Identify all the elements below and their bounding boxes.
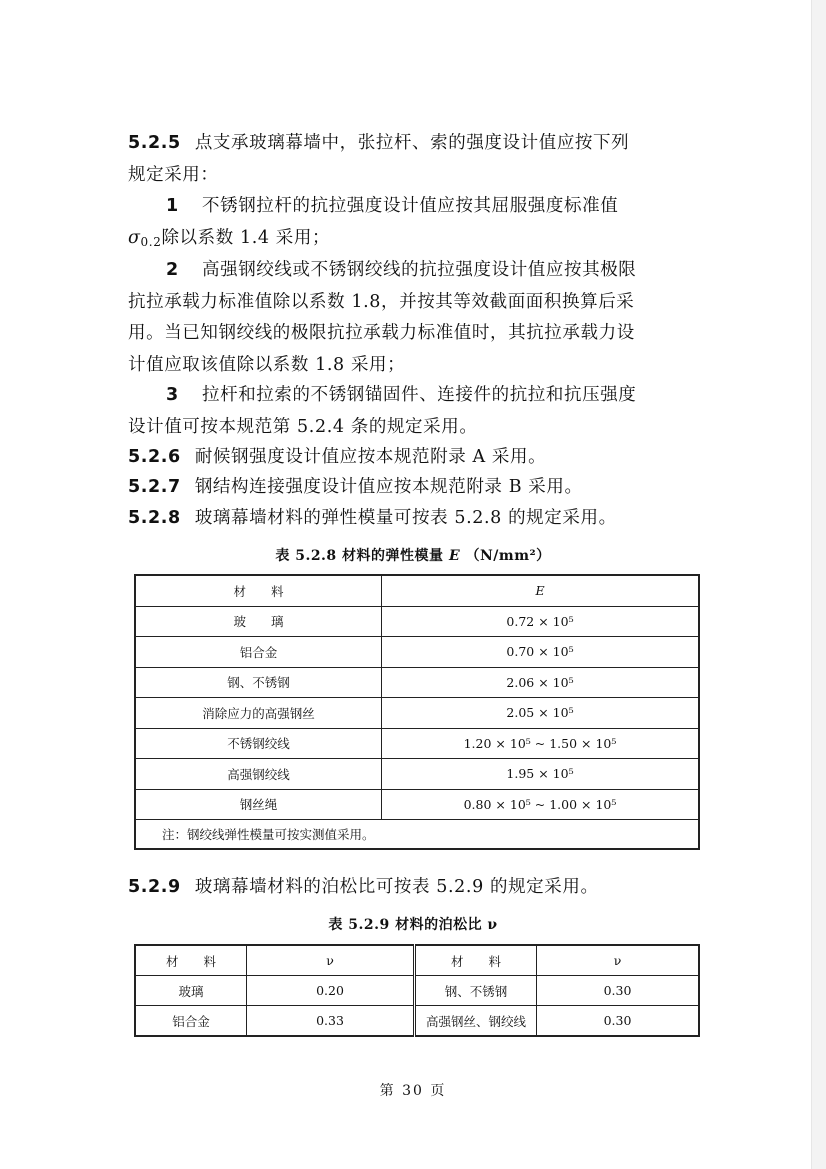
item-text-line: 设计值可按本规范第 5.2.4 条的规定采用。 xyxy=(128,416,478,437)
item-number: 3 xyxy=(166,385,179,405)
table-note-row xyxy=(135,820,699,850)
clause-text: 玻璃幕墙材料的弹性模量可按表 5.2.8 的规定采用。 xyxy=(194,508,617,528)
item-number: 1 xyxy=(166,196,179,216)
header-e: E xyxy=(382,575,700,606)
clause-text-line: 规定采用： xyxy=(128,164,219,185)
value-cell: 0.30 xyxy=(537,1006,700,1037)
item-text-line: 用。当已知钢绞线的极限抗拉承载力标准值时，其抗拉承载力设 xyxy=(128,323,635,343)
clause-item-1 xyxy=(128,191,698,258)
value-cell: 0.20 xyxy=(247,976,415,1006)
material-cell: 钢、不锈钢 xyxy=(415,976,537,1006)
item-text-line: 抗拉承载力标准值除以系数 1.8，并按其等效截面面积换算后采 xyxy=(128,291,635,312)
clause-5-2-9 xyxy=(128,872,698,904)
table-row xyxy=(135,637,699,668)
table-row xyxy=(135,759,699,790)
header-nu: ν xyxy=(247,945,415,976)
material-cell: 消除应力的高强钢丝 xyxy=(135,698,382,729)
caption-unit: （N/mm²） xyxy=(465,548,551,564)
table-row xyxy=(135,728,699,759)
clause-item-2 xyxy=(128,255,698,381)
value-cell: 0.80 × 10⁵ ~ 1.00 × 10⁵ xyxy=(382,789,700,820)
table-note: 注：钢绞线弹性模量可按实测值采用。 xyxy=(135,820,699,850)
clause-5-2-5 xyxy=(128,128,698,191)
clause-number: 5.2.7 xyxy=(128,477,181,497)
item-text-line: 除以系数 1.4 采用； xyxy=(161,227,331,248)
item-text-line: 拉杆和拉索的不锈钢锚固件、连接件的抗拉和抗压强度 xyxy=(202,385,637,405)
clause-number: 5.2.5 xyxy=(128,133,181,153)
clause-5-2-6 xyxy=(128,442,698,474)
item-text-line: 不锈钢拉杆的抗拉强度设计值应按其屈服强度标准值 xyxy=(202,196,619,216)
material-cell: 玻 璃 xyxy=(135,606,382,637)
table-row xyxy=(135,698,699,729)
page-number: 第 30 页 xyxy=(379,1083,447,1099)
clause-item-3 xyxy=(128,380,698,443)
item-text-line: 计值应取该值除以系数 1.8 采用； xyxy=(128,354,406,375)
item-number: 2 xyxy=(166,260,179,280)
table-header-row xyxy=(135,945,699,976)
sigma-symbol: σ xyxy=(128,227,141,248)
table-row xyxy=(135,976,699,1006)
table-row xyxy=(135,789,699,820)
clause-text: 玻璃幕墙材料的泊松比可按表 5.2.9 的规定采用。 xyxy=(194,877,599,897)
header-material: 材 料 xyxy=(415,945,537,976)
header-material: 材 料 xyxy=(135,575,382,606)
clause-number: 5.2.9 xyxy=(128,877,181,897)
clause-5-2-7 xyxy=(128,472,698,504)
material-cell: 铝合金 xyxy=(135,1006,247,1037)
value-cell: 0.70 × 10⁵ xyxy=(382,637,700,668)
clause-5-2-8 xyxy=(128,503,698,535)
clause-text: 钢结构连接强度设计值应按本规范附录 B 采用。 xyxy=(194,477,583,497)
header-material: 材 料 xyxy=(135,945,247,976)
material-cell: 高强钢丝、钢绞线 xyxy=(415,1006,537,1037)
material-cell: 玻璃 xyxy=(135,976,247,1006)
table-row xyxy=(135,1006,699,1037)
table-5-2-9-caption: 表 5.2.9 材料的泊松比 ν xyxy=(328,917,498,933)
elastic-modulus-table xyxy=(134,574,700,850)
item-text-line: 高强钢绞线或不锈钢绞线的抗拉强度设计值应按其极限 xyxy=(202,260,637,280)
table-row xyxy=(135,667,699,698)
clause-number: 5.2.8 xyxy=(128,508,181,528)
table-5-2-8-caption xyxy=(0,545,826,565)
table-row xyxy=(135,606,699,637)
material-cell: 不锈钢绞线 xyxy=(135,728,382,759)
poisson-ratio-table xyxy=(134,944,700,1037)
caption-symbol: E xyxy=(448,548,461,564)
caption-prefix: 表 5.2.8 材料的弹性模量 xyxy=(275,548,444,564)
value-cell: 0.30 xyxy=(537,976,700,1006)
header-nu: ν xyxy=(537,945,700,976)
value-cell: 2.05 × 10⁵ xyxy=(382,698,700,729)
value-cell: 0.33 xyxy=(247,1006,415,1037)
clause-text-line: 点支承玻璃幕墙中，张拉杆、索的强度设计值应按下列 xyxy=(194,133,630,153)
value-cell: 1.20 × 10⁵ ~ 1.50 × 10⁵ xyxy=(382,728,700,759)
material-cell: 高强钢绞线 xyxy=(135,759,382,790)
page-edge xyxy=(811,0,826,1169)
sigma-subscript: 0.2 xyxy=(140,234,162,249)
material-cell: 钢丝绳 xyxy=(135,789,382,820)
material-cell: 铝合金 xyxy=(135,637,382,668)
value-cell: 1.95 × 10⁵ xyxy=(382,759,700,790)
clause-number: 5.2.6 xyxy=(128,447,181,467)
value-cell: 0.72 × 10⁵ xyxy=(382,606,700,637)
clause-text: 耐候钢强度设计值应按本规范附录 A 采用。 xyxy=(194,447,547,467)
table-header-row xyxy=(135,575,699,606)
value-cell: 2.06 × 10⁵ xyxy=(382,667,700,698)
material-cell: 钢、不锈钢 xyxy=(135,667,382,698)
